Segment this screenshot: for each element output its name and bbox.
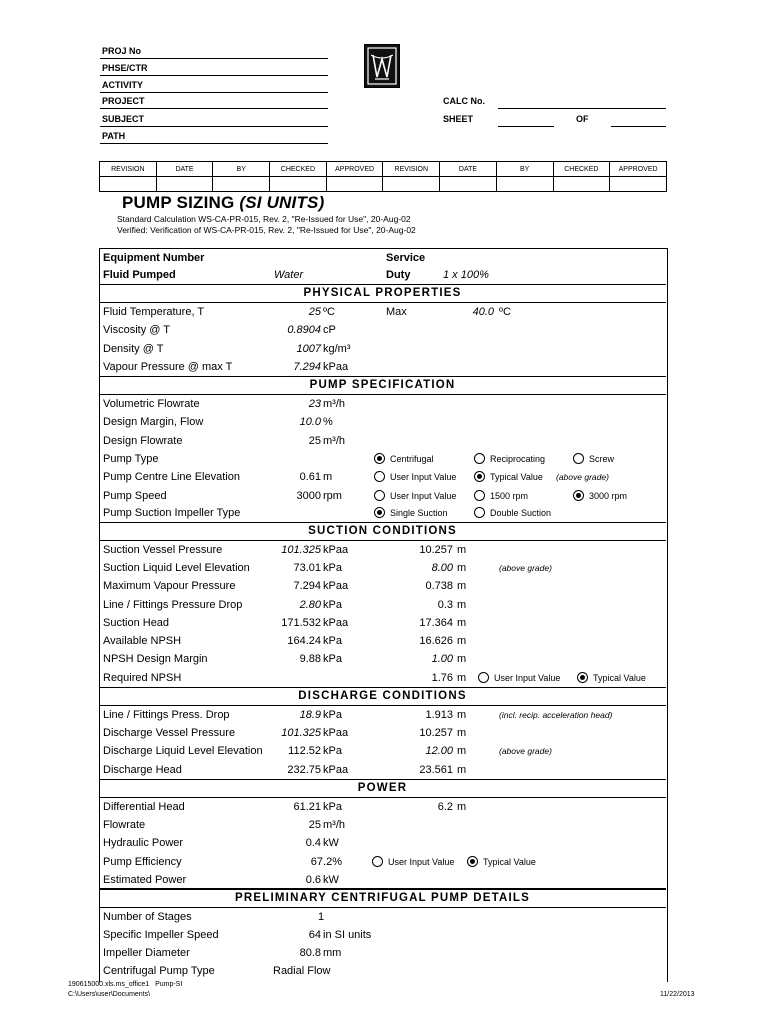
reciprocating-radio[interactable]	[474, 453, 485, 464]
row-primary-unit: kPaa	[323, 544, 349, 556]
row-secondary-value: 1.913	[425, 709, 453, 721]
speed-1500-radio[interactable]	[474, 490, 485, 501]
npsh-typical-radio[interactable]	[577, 672, 588, 683]
vapour-pressure-unit: kPaa	[323, 361, 349, 373]
row-label: Discharge Liquid Level Elevation	[103, 745, 263, 758]
differential-head-m-value: 6.2	[437, 801, 453, 813]
pump-speed-row	[99, 487, 666, 505]
vapour-pressure-value[interactable]: 7.294	[293, 361, 321, 373]
row-secondary-unit: m	[457, 727, 467, 740]
impeller-diameter-label: Impeller Diameter	[103, 947, 190, 959]
equipment-number-label: Equipment Number	[103, 252, 205, 264]
differential-head-row	[99, 798, 666, 816]
hydraulic-power-row	[99, 834, 666, 852]
specific-impeller-speed-label: Specific Impeller Speed	[103, 929, 219, 941]
pump-speed-unit: rpm	[323, 490, 342, 502]
date-header: DATE	[156, 162, 213, 177]
number-of-stages-value: 1	[318, 911, 325, 923]
double-suction-label: Double Suction	[490, 508, 552, 518]
revision-header: REVISION	[383, 162, 440, 177]
row-secondary-unit: m	[457, 580, 467, 593]
approved-header: APPROVED	[326, 162, 383, 177]
viscosity-value[interactable]: 0.8904	[287, 324, 321, 336]
row-secondary-value: 16.626	[419, 635, 453, 647]
fluid-temperature-value[interactable]: 25	[308, 306, 321, 318]
design-flowrate-label: Design Flowrate	[103, 435, 183, 447]
npsh-user-input-radio[interactable]	[478, 672, 489, 683]
single-suction-label: Single Suction	[390, 508, 448, 518]
row-secondary-unit: m	[457, 745, 467, 758]
row-primary-value[interactable]: 18.9	[299, 709, 321, 721]
row-secondary-value[interactable]: 12.00	[425, 745, 453, 758]
row-primary-value: 9.88	[299, 653, 321, 666]
approved-cell[interactable]	[610, 177, 667, 192]
viscosity-unit: cP	[323, 324, 336, 336]
centrifugal-details-heading: PRELIMINARY CENTRIFUGAL PUMP DETAILS	[99, 888, 666, 908]
specific-impeller-speed-value: 64	[308, 929, 321, 941]
row-label: NPSH Design Margin	[103, 653, 208, 666]
row-primary-unit: kPaa	[323, 616, 349, 629]
estimated-power-row	[99, 871, 666, 889]
viscosity-row	[99, 321, 666, 339]
pump-centre-line-row	[99, 468, 666, 486]
title-units: (SI UNITS)	[239, 193, 325, 212]
suction-conditions-heading: SUCTION CONDITIONS	[99, 522, 666, 541]
equipment-row	[99, 249, 666, 267]
path-line	[100, 143, 328, 144]
centrifugal-option-label: Centrifugal	[390, 454, 434, 464]
row-label: Suction Liquid Level Elevation	[103, 562, 250, 575]
sheet-label: SHEET	[443, 114, 474, 124]
page-title	[122, 193, 324, 213]
by-cell[interactable]	[213, 177, 270, 192]
volumetric-flowrate-label: Volumetric Flowrate	[103, 398, 200, 410]
title-main: PUMP SIZING	[122, 193, 240, 212]
volumetric-flowrate-unit: m³/h	[323, 398, 345, 410]
activity-line	[100, 92, 328, 93]
sheet-line	[498, 126, 554, 127]
row-secondary-value[interactable]: 1.00	[431, 653, 453, 666]
row-label: Discharge Vessel Pressure	[103, 727, 236, 740]
service-label: Service	[386, 252, 426, 264]
required-npsh-row	[99, 669, 666, 687]
volumetric-flowrate-value[interactable]: 23	[308, 398, 321, 410]
row-secondary-unit: m	[457, 635, 467, 647]
pump-speed-value: 3000	[296, 490, 321, 502]
revision-header: REVISION	[100, 162, 157, 177]
estimated-power-value: 0.6	[305, 874, 321, 886]
required-npsh-label: Required NPSH	[103, 672, 182, 684]
date-header: DATE	[440, 162, 497, 177]
revision-cell[interactable]	[383, 177, 440, 192]
differential-head-kpa-unit: kPa	[323, 801, 342, 813]
screw-option-label: Screw	[589, 454, 615, 464]
differential-head-kpa-value: 61.21	[293, 801, 321, 813]
table-row	[99, 596, 666, 614]
number-of-stages-row	[99, 908, 666, 926]
pump-efficiency-row	[99, 853, 666, 871]
speed-1500-label: 1500 rpm	[490, 491, 529, 501]
elevation-typical-radio[interactable]	[474, 471, 485, 482]
calc-no-line	[498, 108, 666, 109]
path-label: PATH	[102, 131, 126, 141]
row-label: Suction Head	[103, 616, 170, 629]
phse-ctr-line	[100, 75, 328, 76]
row-secondary-value: 17.364	[419, 616, 453, 629]
row-note: (incl. recip. acceleration head)	[499, 710, 613, 720]
centrifugal-pump-type-value: Radial Flow	[273, 965, 331, 977]
row-primary-unit: kPa	[323, 598, 342, 611]
duty-value[interactable]: 1 x 100%	[443, 269, 489, 281]
row-primary-value: 171.532	[281, 616, 321, 629]
elevation-note: (above grade)	[556, 472, 609, 482]
impeller-type-row	[99, 504, 666, 522]
approved-header: APPROVED	[610, 162, 667, 177]
fluid-temperature-unit: ºC	[323, 306, 335, 318]
checked-header: CHECKED	[553, 162, 610, 177]
subject-line	[100, 126, 328, 127]
row-primary-value[interactable]: 101.325	[281, 727, 321, 740]
estimated-power-unit: kW	[323, 874, 339, 886]
pump-type-label: Pump Type	[103, 453, 159, 465]
density-value[interactable]: 1007	[296, 343, 321, 355]
efficiency-typical-label: Typical Value	[483, 857, 536, 867]
impeller-diameter-row	[99, 944, 666, 962]
table-row	[99, 559, 666, 577]
approved-cell[interactable]	[326, 177, 383, 192]
centrifugal-pump-type-label: Centrifugal Pump Type	[103, 965, 215, 977]
fluid-temperature-label: Fluid Temperature, T	[103, 306, 205, 318]
power-flowrate-value: 25	[308, 819, 321, 831]
npsh-typical-label: Typical Value	[593, 673, 646, 683]
elevation-typical-label: Typical Value	[490, 472, 543, 482]
screw-radio[interactable]	[573, 453, 584, 464]
elevation-user-input-radio[interactable]	[374, 471, 385, 482]
pump-type-row	[99, 450, 666, 468]
power-flowrate-row	[99, 816, 666, 834]
row-secondary-unit: m	[457, 653, 467, 666]
pump-efficiency-label: Pump Efficiency	[103, 856, 182, 868]
design-margin-value[interactable]: 10.0	[299, 416, 321, 428]
vapour-pressure-row	[99, 358, 666, 376]
design-margin-unit: %	[323, 416, 333, 428]
speed-user-input-label: User Input Value	[390, 491, 457, 501]
of-line	[611, 126, 666, 127]
project-label: PROJECT	[102, 96, 145, 106]
row-secondary-unit: m	[457, 763, 467, 776]
row-secondary-unit: m	[457, 598, 467, 611]
speed-3000-radio[interactable]	[573, 490, 584, 501]
row-primary-unit: kPa	[323, 653, 342, 666]
hydraulic-power-label: Hydraulic Power	[103, 837, 184, 849]
pump-efficiency-value: 67.2%	[310, 856, 342, 868]
efficiency-user-input-radio[interactable]	[372, 856, 383, 867]
power-heading: POWER	[99, 779, 666, 798]
design-flowrate-value: 25	[308, 435, 321, 447]
row-primary-unit: kPa	[323, 635, 342, 647]
speed-3000-label: 3000 rpm	[589, 491, 628, 501]
table-row	[99, 761, 666, 779]
power-flowrate-label: Flowrate	[103, 819, 146, 831]
row-label: Available NPSH	[103, 635, 182, 647]
fluid-temperature-row	[99, 303, 666, 321]
impeller-type-label: Pump Suction Impeller Type	[103, 507, 241, 519]
speed-user-input-radio[interactable]	[374, 490, 385, 501]
table-row	[99, 632, 666, 650]
row-primary-value: 73.01	[293, 562, 321, 575]
npsh-user-input-label: User Input Value	[494, 673, 561, 683]
row-primary-value: 164.24	[287, 635, 321, 647]
required-npsh-value: 1.76	[431, 672, 453, 684]
row-primary-unit: kPaa	[323, 763, 349, 776]
row-primary-value: 232.75	[287, 763, 321, 776]
number-of-stages-label: Number of Stages	[103, 911, 192, 923]
date-cell[interactable]	[156, 177, 213, 192]
efficiency-user-input-label: User Input Value	[388, 857, 455, 867]
row-secondary-value: 10.257	[419, 544, 453, 556]
impeller-diameter-unit: mm	[323, 947, 342, 959]
max-temperature-unit: ºC	[499, 306, 511, 318]
hydraulic-power-value: 0.4	[305, 837, 321, 849]
pump-speed-label: Pump Speed	[103, 490, 167, 502]
row-note: (above grade)	[499, 563, 552, 574]
estimated-power-label: Estimated Power	[103, 874, 187, 886]
centrifugal-pump-type-row	[99, 962, 666, 980]
table-row	[99, 577, 666, 595]
standard-calculation-line: Standard Calculation WS-CA-PR-015, Rev. 2, "Re-Issued for Use", 20-Aug-02	[117, 214, 411, 224]
fluid-pumped-label: Fluid Pumped	[103, 269, 176, 281]
density-row	[99, 340, 666, 358]
table-row	[99, 742, 666, 760]
design-margin-label: Design Margin, Flow	[103, 416, 204, 428]
elevation-user-input-label: User Input Value	[390, 472, 457, 482]
checked-cell[interactable]	[553, 177, 610, 192]
density-label: Density @ T	[103, 343, 164, 355]
row-secondary-value: 10.257	[419, 727, 453, 740]
revision-table	[99, 161, 667, 192]
row-label: Suction Vessel Pressure	[103, 544, 223, 556]
footer-file-name: 190615000.xls.ms_office1	[68, 981, 150, 988]
differential-head-label: Differential Head	[103, 801, 185, 813]
company-logo-icon	[364, 44, 400, 88]
density-unit: kg/m³	[323, 343, 351, 355]
proj-no-line	[100, 58, 328, 59]
table-row	[99, 614, 666, 632]
double-suction-radio[interactable]	[474, 507, 485, 518]
power-flowrate-unit: m³/h	[323, 819, 345, 831]
verification-line: Verified: Verification of WS-CA-PR-015, Rev. 2, "Re-Issued for Use", 20-Aug-02	[117, 225, 416, 235]
row-label: Line / Fittings Pressure Drop	[103, 598, 243, 611]
reciprocating-option-label: Reciprocating	[490, 454, 546, 464]
row-secondary-unit: m	[457, 616, 467, 629]
calc-no-label: CALC No.	[443, 96, 485, 106]
viscosity-label: Viscosity @ T	[103, 324, 170, 336]
row-secondary-unit: m	[457, 544, 467, 556]
checked-header: CHECKED	[270, 162, 327, 177]
fluid-pumped-value[interactable]: Water	[274, 269, 304, 281]
specific-impeller-speed-unit: in SI units	[323, 929, 372, 941]
row-primary-value: 112.52	[288, 745, 321, 758]
volumetric-flowrate-row	[99, 395, 666, 413]
proj-no-label: PROJ No	[102, 46, 142, 56]
efficiency-typical-radio[interactable]	[467, 856, 478, 867]
impeller-diameter-value: 80.8	[299, 947, 321, 959]
specific-impeller-speed-row	[99, 926, 666, 944]
row-secondary-value: 0.738	[425, 580, 453, 593]
design-margin-row	[99, 413, 666, 431]
max-temperature-label: Max	[386, 306, 407, 318]
design-flowrate-unit: m³/h	[323, 435, 345, 447]
row-primary-unit: kPa	[323, 745, 342, 758]
row-primary-unit: kPaa	[323, 727, 349, 740]
max-temperature-value[interactable]: 40.0	[472, 306, 494, 318]
table-row	[99, 706, 666, 724]
centrifugal-radio[interactable]	[374, 453, 385, 464]
footer-file	[68, 981, 182, 988]
discharge-conditions-heading: DISCHARGE CONDITIONS	[99, 687, 666, 706]
pump-centre-line-value: 0.61	[299, 471, 321, 483]
table-row	[99, 724, 666, 742]
by-header: BY	[213, 162, 270, 177]
fluid-row	[99, 266, 666, 284]
footer-path: C:\Users\user\Documents\	[68, 991, 151, 998]
by-header: BY	[496, 162, 553, 177]
design-flowrate-row	[99, 432, 666, 450]
row-label: Line / Fittings Press. Drop	[103, 709, 230, 721]
pump-centre-line-unit: m	[323, 471, 333, 483]
by-cell[interactable]	[496, 177, 553, 192]
row-primary-value[interactable]: 2.80	[299, 598, 321, 611]
table-row	[99, 541, 666, 559]
project-line	[100, 108, 328, 109]
differential-head-m-unit: m	[457, 801, 467, 813]
row-secondary-value: 23.561	[419, 763, 453, 776]
row-primary-value: 7.294	[293, 580, 321, 593]
row-primary-unit: kPaa	[323, 580, 349, 593]
row-secondary-unit: m	[457, 709, 467, 721]
row-primary-value[interactable]: 101.325	[281, 544, 321, 556]
row-label: Maximum Vapour Pressure	[103, 580, 236, 593]
single-suction-radio[interactable]	[374, 507, 385, 518]
row-secondary-unit: m	[457, 562, 467, 575]
duty-label: Duty	[386, 269, 411, 281]
revision-cell[interactable]	[100, 177, 157, 192]
subject-label: SUBJECT	[102, 114, 145, 124]
footer-sheet-name: Pump-SI	[155, 981, 183, 988]
vapour-pressure-label: Vapour Pressure @ max T	[103, 361, 233, 373]
of-label: OF	[576, 114, 589, 124]
table-row	[99, 650, 666, 668]
pump-specification-heading: PUMP SPECIFICATION	[99, 376, 666, 395]
footer-date: 11/22/2013	[660, 991, 695, 998]
row-label: Discharge Head	[103, 763, 182, 776]
activity-label: ACTIVITY	[102, 80, 144, 90]
row-note: (above grade)	[499, 746, 552, 757]
physical-properties-heading: PHYSICAL PROPERTIES	[99, 284, 666, 303]
phse-ctr-label: PHSE/CTR	[102, 63, 148, 73]
row-primary-unit: kPa	[323, 709, 342, 721]
hydraulic-power-unit: kW	[323, 837, 339, 849]
date-cell[interactable]	[440, 177, 497, 192]
row-secondary-value: 0.3	[437, 598, 453, 611]
required-npsh-unit: m	[457, 672, 467, 684]
pump-centre-line-label: Pump Centre Line Elevation	[103, 471, 240, 483]
row-primary-unit: kPa	[323, 562, 342, 575]
row-secondary-value[interactable]: 8.00	[431, 562, 453, 575]
checked-cell[interactable]	[270, 177, 327, 192]
